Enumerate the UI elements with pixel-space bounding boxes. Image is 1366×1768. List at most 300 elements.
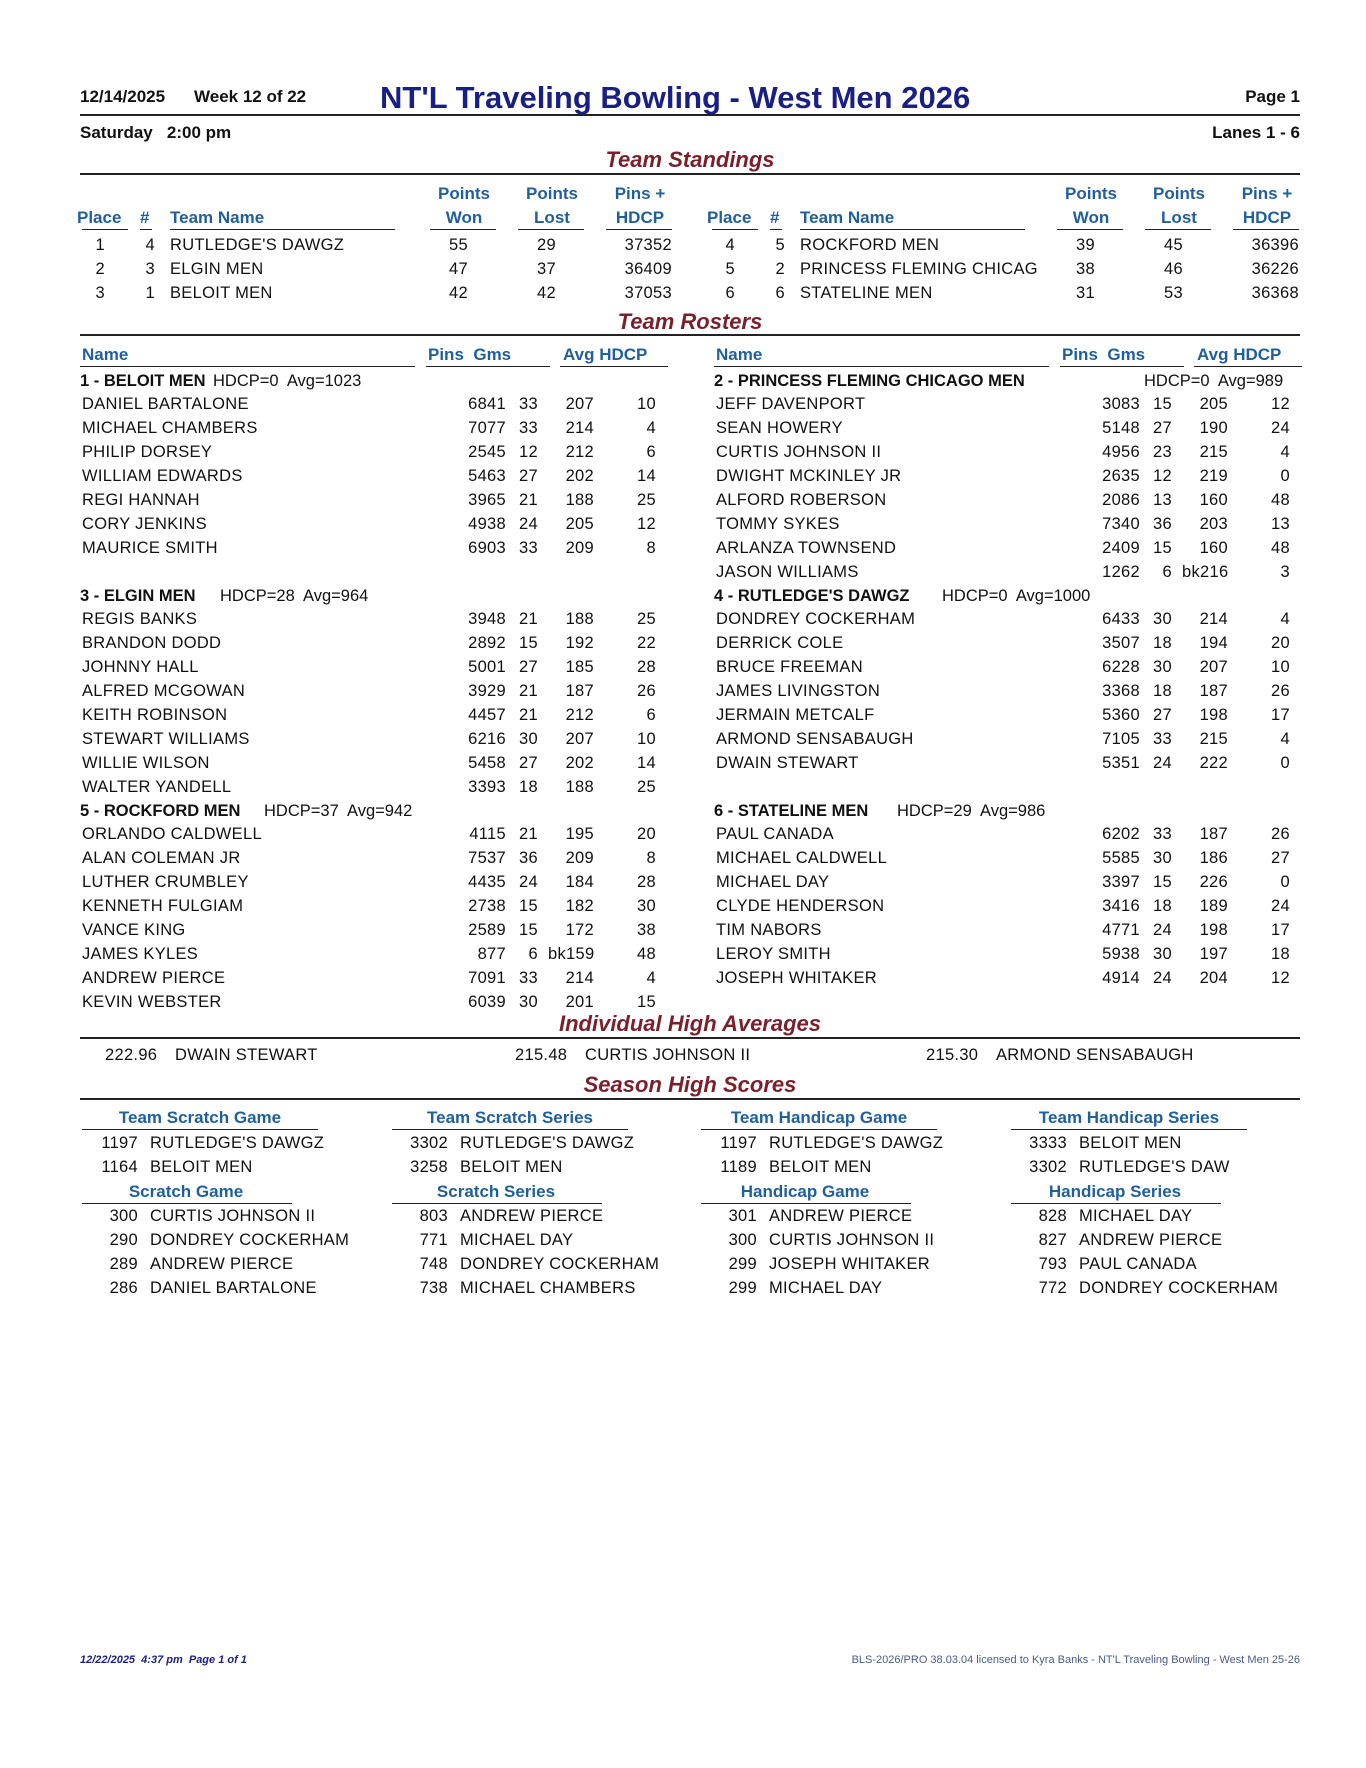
individual-high-score: 748	[419, 1255, 448, 1273]
player-pins: 7537	[468, 849, 506, 868]
column-underline	[518, 229, 584, 230]
player-name: ANDREW PIERCE	[82, 968, 226, 987]
player-handicap: 30	[637, 897, 656, 916]
player-average: 207	[1199, 658, 1228, 677]
player-average: 185	[565, 658, 594, 677]
player-games: 24	[1153, 753, 1172, 772]
standing-team-name: ELGIN MEN	[170, 260, 264, 278]
player-average: 189	[1199, 897, 1228, 916]
player-handicap: 0	[1280, 753, 1290, 772]
player-handicap: 25	[637, 610, 656, 629]
player-games: 24	[1153, 921, 1172, 939]
player-average: 187	[1199, 682, 1228, 701]
column-underline	[392, 1129, 628, 1130]
player-name: MICHAEL CHAMBERS	[82, 419, 258, 438]
player-average: 182	[565, 897, 594, 916]
col-name: Name	[82, 345, 129, 364]
team-hdcp-avg: HDCP=0 Avg=989	[1144, 371, 1284, 390]
player-pins: 6202	[1102, 825, 1140, 844]
individual-high-score: 300	[109, 1207, 138, 1225]
player-games: 18	[1153, 682, 1172, 701]
col-number: #	[140, 208, 150, 227]
player-pins: 2738	[468, 897, 506, 916]
player-handicap: 26	[637, 682, 656, 701]
standing-lost: 42	[537, 284, 556, 302]
player-average: 195	[565, 825, 594, 844]
player-pins: 6216	[468, 729, 506, 748]
player-pins: 7105	[1102, 729, 1140, 748]
player-pins: 3507	[1102, 634, 1140, 653]
player-average: 226	[1199, 873, 1228, 892]
player-name: DONDREY COCKERHAM	[716, 610, 916, 629]
player-games: 30	[1153, 658, 1172, 677]
player-average: 188	[565, 777, 594, 796]
high-average-bowler: DWAIN STEWART	[175, 1046, 318, 1064]
standing-pins-hdcp: 37352	[624, 236, 672, 254]
player-average: 214	[565, 419, 594, 438]
player-average: bk159	[548, 944, 595, 963]
player-average: 194	[1199, 634, 1228, 653]
column-underline	[606, 229, 672, 230]
player-name: LUTHER CRUMBLEY	[82, 873, 249, 892]
player-average: 209	[565, 538, 594, 557]
player-average: 209	[565, 849, 594, 868]
col-place: Place	[707, 208, 752, 227]
player-handicap: 13	[1271, 514, 1290, 533]
player-handicap: 3	[1280, 562, 1290, 581]
player-name: DWAIN STEWART	[716, 753, 859, 772]
standing-place: 4	[725, 236, 735, 254]
individual-high-name: MICHAEL CHAMBERS	[460, 1279, 636, 1297]
player-games: 33	[1153, 825, 1172, 844]
player-games: 33	[519, 538, 538, 557]
player-games: 18	[1153, 897, 1172, 916]
team-high-name: RUTLEDGE'S DAWGZ	[460, 1134, 635, 1152]
player-games: 30	[519, 729, 538, 748]
player-name: JAMES KYLES	[82, 944, 199, 963]
column-underline	[770, 229, 782, 230]
column-underline	[82, 1129, 318, 1130]
individual-high-name: ANDREW PIERCE	[460, 1207, 604, 1225]
individual-high-name: MICHAEL DAY	[460, 1231, 574, 1249]
individual-high-score: 828	[1038, 1207, 1067, 1225]
standing-lost: 29	[537, 236, 556, 254]
individual-high-name: ANDREW PIERCE	[150, 1255, 294, 1273]
player-handicap: 15	[637, 992, 656, 1011]
player-pins: 3393	[468, 777, 506, 796]
player-handicap: 27	[1271, 849, 1290, 868]
player-handicap: 22	[637, 634, 656, 653]
team-high-score: 1197	[101, 1134, 138, 1152]
player-pins: 3368	[1102, 682, 1140, 701]
col-hdcp: HDCP	[1242, 208, 1292, 227]
player-name: JASON WILLIAMS	[716, 562, 859, 581]
player-name: JERMAIN METCALF	[716, 706, 875, 724]
standings-title: Team Standings	[605, 147, 775, 172]
player-name: SEAN HOWERY	[716, 419, 843, 438]
column-underline	[560, 366, 668, 367]
player-handicap: 48	[1271, 491, 1290, 509]
player-handicap: 28	[637, 658, 656, 677]
player-handicap: 4	[1280, 610, 1290, 629]
individual-high-score: 286	[109, 1279, 138, 1297]
player-name: PHILIP DORSEY	[82, 443, 213, 462]
individual-high-score: 290	[109, 1231, 138, 1249]
column-underline	[1060, 366, 1184, 367]
player-name: KEVIN WEBSTER	[82, 992, 222, 1011]
col-points-lost-top: Points	[526, 184, 578, 203]
column-underline	[392, 1203, 602, 1204]
player-average: 207	[565, 395, 594, 414]
standing-pins-hdcp: 36396	[1251, 236, 1299, 254]
player-games: 15	[519, 921, 538, 939]
player-pins: 1262	[1102, 562, 1140, 581]
player-games: 30	[519, 992, 538, 1011]
col-lost: Lost	[1161, 208, 1197, 227]
player-games: 30	[1153, 849, 1172, 868]
team-high-score: 3333	[1029, 1134, 1067, 1152]
player-pins: 3397	[1102, 873, 1140, 892]
individual-high-name: PAUL CANADA	[1079, 1255, 1197, 1273]
col-place: Place	[77, 208, 122, 227]
player-handicap: 12	[637, 514, 656, 533]
player-name: ALFRED MCGOWAN	[82, 682, 246, 701]
player-average: 215	[1199, 729, 1228, 748]
standing-won: 42	[449, 284, 468, 302]
player-name: MAURICE SMITH	[82, 538, 218, 557]
player-games: 23	[1153, 443, 1172, 462]
report-title: NT'L Traveling Bowling - West Men 2026	[380, 80, 971, 115]
header-rule	[80, 114, 1300, 116]
column-underline	[701, 1203, 911, 1204]
player-games: 33	[1153, 729, 1172, 748]
individual-high-score: 299	[728, 1279, 757, 1297]
column-underline	[426, 366, 550, 367]
player-games: 27	[1153, 706, 1172, 724]
high-average-value: 215.48	[515, 1046, 568, 1064]
individual-high-name: DONDREY COCKERHAM	[460, 1255, 660, 1273]
individual-high-score: 803	[419, 1207, 448, 1225]
player-name: TOMMY SYKES	[716, 514, 840, 533]
col-name: Name	[716, 345, 763, 364]
player-name: KENNETH FULGIAM	[82, 897, 244, 916]
player-pins: 5360	[1102, 706, 1140, 724]
col-avg-hdcp: Avg HDCP	[563, 345, 648, 364]
day-time: Saturday 2:00 pm	[80, 123, 232, 142]
individual-high-score: 827	[1038, 1231, 1067, 1249]
player-handicap: 10	[637, 729, 656, 748]
player-handicap: 20	[1271, 634, 1290, 653]
player-average: 201	[565, 992, 594, 1011]
column-underline	[170, 229, 395, 230]
individual-high-name: DONDREY COCKERHAM	[1079, 1279, 1279, 1297]
standings-rule	[80, 173, 1300, 175]
team-roster-header: 1 - BELOIT MEN	[80, 371, 206, 390]
player-name: CURTIS JOHNSON II	[716, 443, 882, 462]
player-average: bk216	[1182, 562, 1229, 581]
player-games: 15	[519, 897, 538, 916]
individual-high-score: 300	[728, 1231, 757, 1249]
player-pins: 3929	[468, 682, 506, 701]
individual-high-name: CURTIS JOHNSON II	[769, 1231, 935, 1249]
standing-team-name: ROCKFORD MEN	[800, 236, 940, 254]
standing-team-number: 5	[775, 236, 785, 254]
standing-won: 55	[449, 236, 468, 254]
player-handicap: 25	[637, 491, 656, 509]
player-handicap: 8	[646, 849, 656, 868]
team-hdcp-avg: HDCP=29 Avg=986	[897, 801, 1046, 820]
team-high-name: RUTLEDGE'S DAWGZ	[150, 1134, 325, 1152]
player-name: REGIS BANKS	[82, 610, 198, 629]
column-underline	[1194, 366, 1302, 367]
footer-license: BLS-2026/PRO 38.03.04 licensed to Kyra Banks - NT'L Traveling Bowling - West Men 25-26	[851, 1654, 1300, 1666]
player-handicap: 26	[1271, 682, 1290, 701]
column-underline	[80, 366, 415, 367]
team-high-score: 1164	[101, 1158, 138, 1176]
player-name: CORY JENKINS	[82, 514, 207, 533]
col-pins-gms: Pins Gms	[1062, 345, 1146, 364]
player-pins: 5585	[1102, 849, 1140, 868]
team-high-name: RUTLEDGE'S DAW	[1079, 1158, 1230, 1176]
team-high-name: RUTLEDGE'S DAWGZ	[769, 1134, 944, 1152]
col-team-name: Team Name	[800, 208, 895, 227]
player-pins: 6841	[468, 395, 506, 414]
player-pins: 2635	[1102, 467, 1140, 486]
player-average: 186	[1199, 849, 1228, 868]
individual-high-name: ANDREW PIERCE	[1079, 1231, 1223, 1249]
player-games: 21	[519, 610, 538, 629]
player-games: 21	[519, 491, 538, 509]
team-hdcp-avg: HDCP=0 Avg=1023	[213, 371, 362, 390]
col-points-won-top: Points	[1065, 184, 1117, 203]
player-average: 202	[565, 753, 594, 772]
player-games: 6	[528, 944, 538, 963]
standing-place: 6	[725, 284, 735, 302]
player-name: ARLANZA TOWNSEND	[716, 538, 897, 557]
player-average: 188	[565, 610, 594, 629]
player-games: 36	[1153, 514, 1172, 533]
player-average: 192	[565, 634, 594, 653]
col-number: #	[770, 208, 780, 227]
individual-high-score: 738	[419, 1279, 448, 1297]
standing-pins-hdcp: 37053	[624, 284, 672, 302]
standing-team-name: STATELINE MEN	[800, 284, 933, 302]
col-pins-top: Pins +	[614, 184, 666, 203]
column-underline	[800, 229, 1025, 230]
individual-high-name: MICHAEL DAY	[1079, 1207, 1193, 1225]
player-games: 27	[519, 658, 538, 677]
individual-high-name: ANDREW PIERCE	[769, 1207, 913, 1225]
player-average: 222	[1199, 753, 1228, 772]
player-games: 18	[519, 777, 538, 796]
player-games: 33	[519, 419, 538, 438]
player-average: 212	[565, 443, 594, 462]
individual-high-name: JOSEPH WHITAKER	[769, 1255, 930, 1273]
player-name: WILLIAM EDWARDS	[82, 467, 243, 486]
player-name: MICHAEL DAY	[716, 873, 830, 892]
player-average: 188	[565, 491, 594, 509]
player-handicap: 26	[1271, 825, 1290, 844]
standing-team-number: 2	[775, 260, 785, 278]
player-name: ALAN COLEMAN JR	[82, 849, 241, 868]
player-handicap: 14	[637, 753, 656, 772]
season-high-title: Season High Scores	[583, 1072, 797, 1097]
player-pins: 4771	[1102, 921, 1140, 939]
player-name: JAMES LIVINGSTON	[716, 682, 881, 701]
high-average-value: 215.30	[926, 1046, 979, 1064]
standing-team-number: 1	[145, 284, 155, 302]
column-underline	[701, 1129, 937, 1130]
player-average: 187	[1199, 825, 1228, 844]
rosters-title: Team Rosters	[617, 309, 763, 334]
player-pins: 4938	[468, 514, 506, 533]
player-handicap: 6	[646, 706, 656, 724]
player-pins: 5458	[468, 753, 506, 772]
player-games: 33	[519, 968, 538, 987]
player-games: 27	[1153, 419, 1172, 438]
team-high-name: BELOIT MEN	[150, 1158, 253, 1176]
high-average-value: 222.96	[105, 1046, 158, 1064]
player-games: 12	[519, 443, 538, 462]
rosters-rule	[80, 334, 1300, 336]
player-pins: 3416	[1102, 897, 1140, 916]
player-pins: 2545	[468, 443, 506, 462]
col-points-won-top: Points	[438, 184, 490, 203]
player-handicap: 25	[637, 777, 656, 796]
standing-won: 38	[1076, 260, 1095, 278]
standing-won: 39	[1076, 236, 1095, 254]
standing-place: 5	[725, 260, 735, 278]
team-roster-header: 4 - RUTLEDGE'S DAWGZ	[714, 586, 910, 605]
standing-team-name: PRINCESS FLEMING CHICAG	[800, 260, 1038, 278]
player-name: LEROY SMITH	[716, 944, 831, 963]
standing-lost: 45	[1164, 236, 1183, 254]
player-average: 160	[1199, 538, 1228, 557]
player-handicap: 12	[1271, 395, 1290, 414]
standing-lost: 37	[537, 260, 556, 278]
player-pins: 2892	[468, 634, 506, 653]
lanes-label: Lanes 1 - 6	[1212, 123, 1300, 142]
standing-team-name: BELOIT MEN	[170, 284, 273, 302]
player-name: JEFF DAVENPORT	[716, 395, 866, 414]
player-handicap: 10	[637, 395, 656, 414]
standing-place: 1	[95, 236, 105, 254]
player-handicap: 17	[1271, 706, 1290, 724]
player-games: 15	[1153, 873, 1172, 892]
individual-high-label: Scratch Game	[128, 1182, 244, 1201]
player-pins: 7340	[1102, 514, 1140, 533]
player-pins: 4435	[468, 873, 506, 892]
player-name: DANIEL BARTALONE	[82, 395, 249, 414]
player-name: BRANDON DODD	[82, 634, 222, 653]
player-handicap: 0	[1280, 873, 1290, 892]
player-name: ALFORD ROBERSON	[716, 491, 887, 509]
column-underline	[430, 229, 496, 230]
col-won: Won	[1072, 208, 1110, 227]
player-pins: 2409	[1102, 538, 1140, 557]
individual-high-label: Handicap Game	[740, 1182, 870, 1201]
player-average: 215	[1199, 443, 1228, 462]
player-games: 30	[1153, 610, 1172, 629]
individual-high-name: MICHAEL DAY	[769, 1279, 883, 1297]
team-roster-header: 5 - ROCKFORD MEN	[80, 801, 241, 820]
player-pins: 6433	[1102, 610, 1140, 629]
individual-high-name: DONDREY COCKERHAM	[150, 1231, 350, 1249]
column-underline	[1145, 229, 1211, 230]
team-high-score: 3302	[1029, 1158, 1067, 1176]
season-high-rule	[80, 1098, 1300, 1100]
individual-high-label: Handicap Series	[1048, 1182, 1182, 1201]
player-name: WILLIE WILSON	[82, 753, 210, 772]
player-average: 203	[1199, 514, 1228, 533]
column-underline	[1011, 1129, 1247, 1130]
team-high-name: BELOIT MEN	[460, 1158, 563, 1176]
player-name: JOHNNY HALL	[82, 658, 199, 677]
standing-lost: 46	[1164, 260, 1183, 278]
player-games: 15	[1153, 538, 1172, 557]
player-handicap: 28	[637, 873, 656, 892]
col-lost: Lost	[534, 208, 570, 227]
player-games: 24	[519, 873, 538, 892]
player-games: 33	[519, 395, 538, 414]
player-handicap: 6	[646, 443, 656, 462]
player-average: 205	[1199, 395, 1228, 414]
player-name: WALTER YANDELL	[82, 777, 232, 796]
individual-high-name: CURTIS JOHNSON II	[150, 1207, 316, 1225]
player-pins: 4457	[468, 706, 506, 724]
player-games: 30	[1153, 944, 1172, 963]
player-handicap: 4	[1280, 443, 1290, 462]
team-high-score: 3258	[410, 1158, 448, 1176]
col-pins-gms: Pins Gms	[428, 345, 512, 364]
team-hdcp-avg: HDCP=0 Avg=1000	[942, 586, 1091, 605]
player-handicap: 48	[637, 944, 656, 963]
player-average: 198	[1199, 921, 1228, 939]
column-underline	[82, 229, 128, 230]
player-name: STEWART WILLIAMS	[82, 729, 250, 748]
player-handicap: 0	[1280, 467, 1290, 486]
column-underline	[714, 366, 1049, 367]
player-handicap: 14	[637, 467, 656, 486]
player-pins: 6039	[468, 992, 506, 1011]
player-pins: 4115	[469, 825, 506, 844]
player-games: 12	[1153, 467, 1172, 486]
standing-team-name: RUTLEDGE'S DAWGZ	[170, 236, 345, 254]
player-average: 214	[565, 968, 594, 987]
col-team-name: Team Name	[170, 208, 265, 227]
player-name: REGI HANNAH	[82, 491, 200, 509]
player-handicap: 10	[1271, 658, 1290, 677]
standing-pins-hdcp: 36368	[1251, 284, 1299, 302]
player-name: TIM NABORS	[716, 921, 822, 939]
team-high-label: Team Scratch Game	[118, 1108, 282, 1127]
standing-won: 47	[449, 260, 468, 278]
player-pins: 7077	[468, 419, 506, 438]
team-high-score: 1189	[720, 1158, 757, 1176]
report-date: 12/14/2025	[80, 87, 166, 106]
footer-printed: 12/22/2025 4:37 pm Page 1 of 1	[80, 1654, 247, 1666]
player-name: BRUCE FREEMAN	[716, 658, 863, 677]
player-handicap: 48	[1271, 538, 1290, 557]
standing-lost: 53	[1164, 284, 1183, 302]
player-pins: 3083	[1102, 395, 1140, 414]
standing-won: 31	[1076, 284, 1095, 302]
player-pins: 6903	[468, 538, 506, 557]
player-games: 21	[519, 706, 538, 724]
player-average: 172	[565, 921, 594, 939]
standing-team-number: 6	[775, 284, 785, 302]
column-underline	[1057, 229, 1123, 230]
